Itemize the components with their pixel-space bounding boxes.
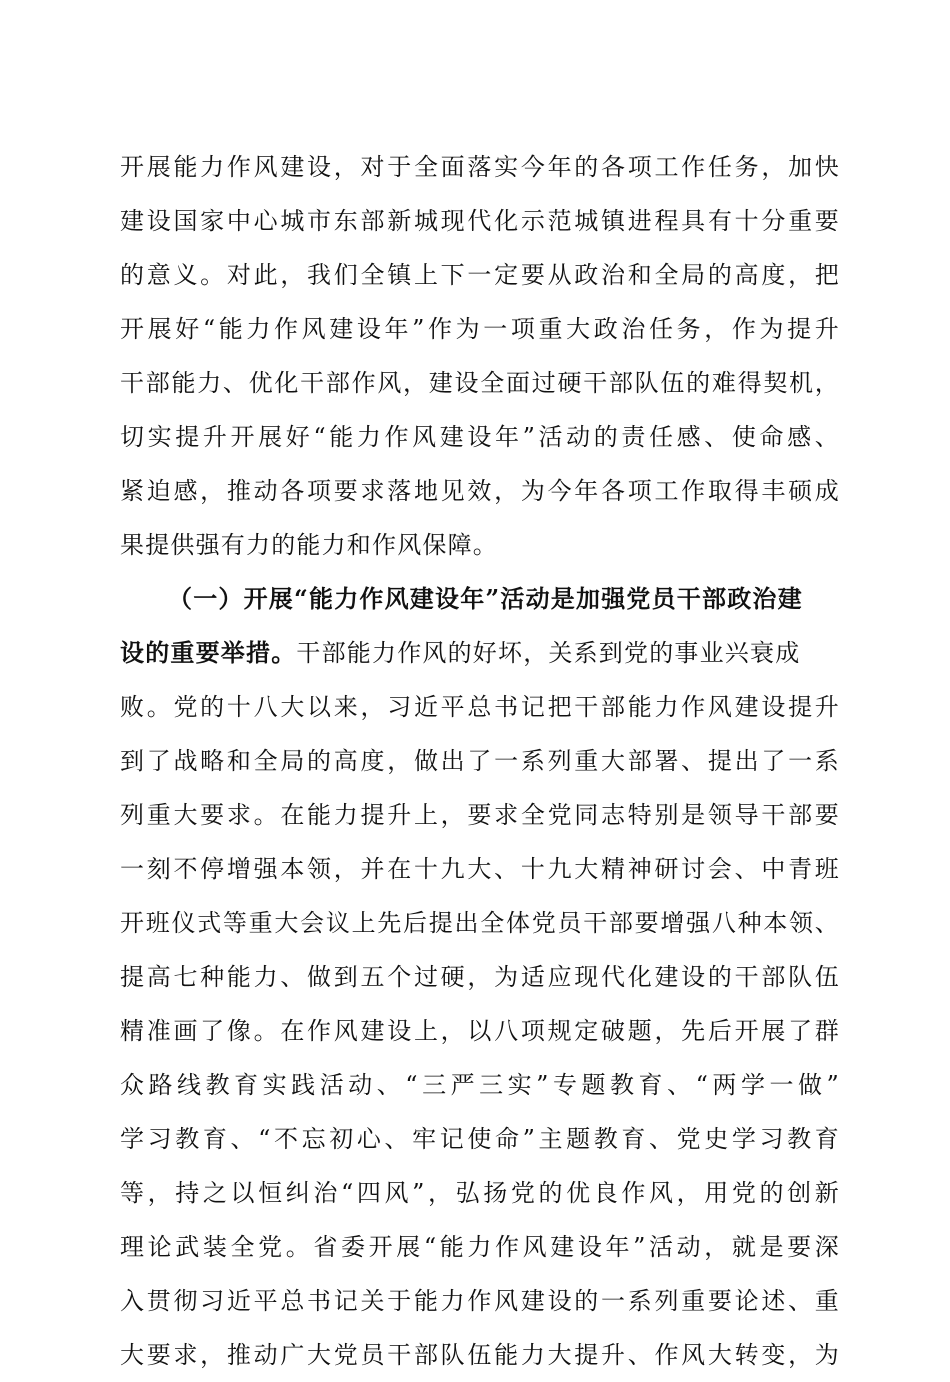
paragraph-line: 提高七种能力、做到五个过硬，为适应现代化建设的干部队伍 [120,963,840,991]
paragraph-line: 列重大要求。在能力提升上，要求全党同志特别是领导干部要 [120,801,840,829]
paragraph-line: 果提供强有力的能力和作风保障。 [120,531,498,559]
paragraph-line: 的意义。对此，我们全镇上下一定要从政治和全局的高度，把 [120,261,840,289]
paragraph-line [120,626,840,680]
paragraph-line: 建设国家中心城市东部新城现代化示范城镇进程具有十分重要 [120,207,840,235]
paragraph-line: 开班仪式等重大会议上先后提出全体党员干部要增强八种本领、 [120,909,840,937]
paragraph-line: 紧迫感，推动各项要求落地见效，为今年各项工作取得丰硕成 [120,477,840,505]
section-heading: （一）开展“能力作风建设年”活动是加强党员干部政治建 [168,584,803,613]
paragraph-line: 切实提升开展好“能力作风建设年”活动的责任感、使命感、 [120,423,840,451]
paragraph-line: 大要求，推动广大党员干部队伍能力大提升、作风大转变，为 [120,1341,840,1369]
paragraph-line: 等，持之以恒纠治“四风”，弘扬党的优良作风，用党的创新 [120,1179,840,1207]
paragraph-line: 到了战略和全局的高度，做出了一系列重大部署、提出了一系 [120,747,840,775]
paragraph-text: 干部能力作风的好坏，关系到党的事业兴衰成 [296,639,801,667]
paragraph-line: 学习教育、“不忘初心、牢记使命”主题教育、党史学习教育 [120,1125,840,1153]
paragraph-line: 败。党的十八大以来，习近平总书记把干部能力作风建设提升 [120,693,840,721]
paragraph-line: 精准画了像。在作风建设上，以八项规定破题，先后开展了群 [120,1017,840,1045]
paragraph-line: 入贯彻习近平总书记关于能力作风建设的一系列重要论述、重 [120,1287,840,1315]
paragraph-line: 一刻不停增强本领，并在十九大、十九大精神研讨会、中青班 [120,855,840,883]
paragraph-line: 干部能力、优化干部作风，建设全面过硬干部队伍的难得契机， [120,369,840,397]
paragraph-line: 开展能力作风建设，对于全面落实今年的各项工作任务，加快 [120,153,840,181]
paragraph-line [120,572,840,626]
paragraph-2 [120,572,840,1382]
paragraph-line: 开展好“能力作风建设年”作为一项重大政治任务，作为提升 [120,315,840,343]
document-body [120,140,840,1382]
paragraph-line: 理论武装全党。省委开展“能力作风建设年”活动，就是要深 [120,1233,840,1261]
paragraph-1 [120,140,840,572]
paragraph-line: 众路线教育实践活动、“三严三实”专题教育、“两学一做” [120,1071,840,1099]
section-heading-continued: 设的重要举措。 [120,638,297,667]
